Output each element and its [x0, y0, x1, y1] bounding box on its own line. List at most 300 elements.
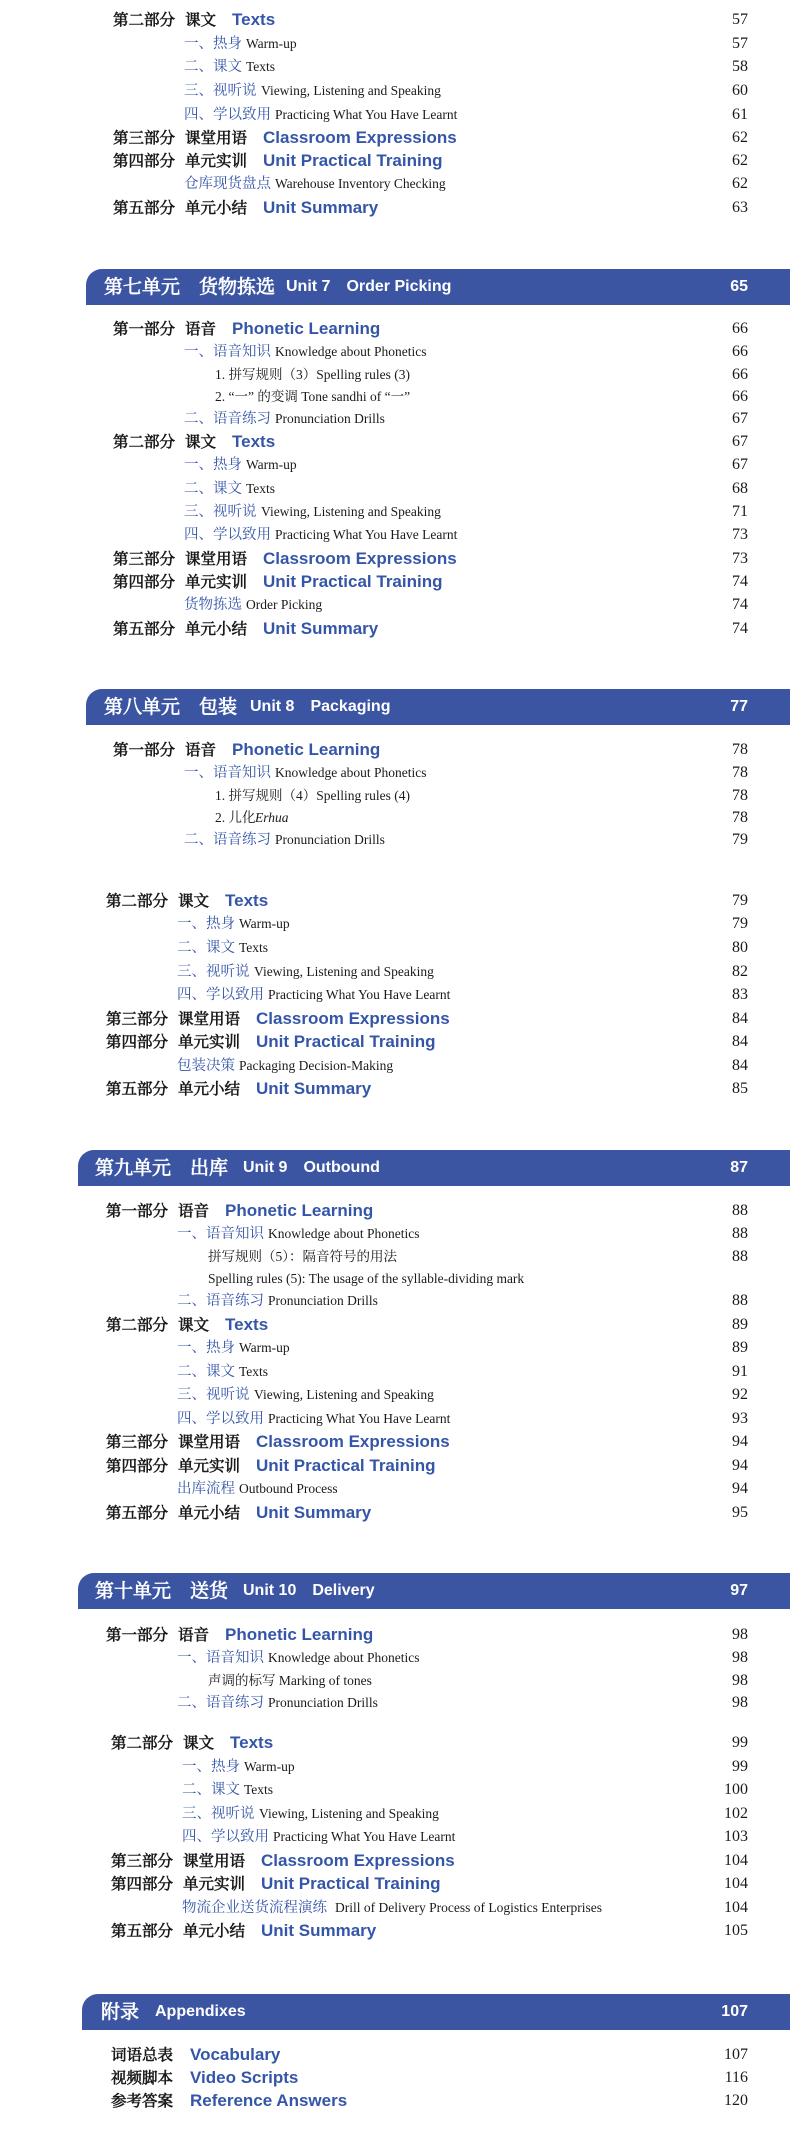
page-number: 71	[732, 503, 748, 520]
toc-task-row[interactable]	[0, 594, 790, 616]
part-title-cn: 单元小结	[185, 620, 248, 638]
section-title-en: Knowledge about Phonetics	[275, 765, 427, 780]
appendix-item-en: Vocabulary	[190, 2045, 281, 2064]
part-title-en: Classroom Expressions	[261, 1851, 455, 1870]
part-label: 第三部分	[111, 1852, 174, 1870]
unit-header-unit7[interactable]	[86, 269, 790, 305]
toc-part-row[interactable]	[0, 890, 790, 912]
toc-section-row[interactable]	[0, 104, 790, 126]
toc-section-row[interactable]	[0, 913, 790, 935]
toc-section-row[interactable]	[0, 1361, 790, 1383]
part-title-cn: 课文	[178, 1316, 210, 1334]
toc-part-row[interactable]	[0, 9, 790, 31]
part-title-cn: 语音	[185, 320, 217, 338]
toc-section-row[interactable]	[0, 961, 790, 983]
subsection-title: 2. “一” 的变调 Tone sandhi of “一”	[215, 389, 411, 404]
page-number: 66	[732, 320, 748, 337]
toc-subsection-row[interactable]	[0, 1268, 790, 1290]
section-title-en: Viewing, Listening and Speaking	[254, 964, 434, 979]
page-number: 89	[732, 1316, 748, 1333]
toc-section-row[interactable]	[0, 1408, 790, 1430]
toc-subsection-row[interactable]	[0, 807, 790, 829]
toc-section-row[interactable]	[0, 984, 790, 1006]
section-title-cn: 二、课文	[184, 59, 242, 75]
section-title-cn: 一、热身	[184, 36, 242, 52]
page-number: 57	[732, 35, 748, 52]
subsection-title: 1. 拼写规则（4）Spelling rules (4)	[215, 788, 410, 803]
section-title-cn: 三、视听说	[184, 83, 257, 99]
part-label: 第二部分	[113, 11, 176, 29]
toc-part-row[interactable]	[0, 431, 790, 453]
subsection-title: 声调的标写 Marking of tones	[208, 1673, 372, 1688]
section-title-en: Practicing What You Have Learnt	[275, 107, 458, 122]
section-title-cn: 一、热身	[184, 457, 242, 473]
section-title-cn: 一、语音知识	[184, 765, 271, 781]
part-label: 第三部分	[106, 1010, 169, 1028]
section-title-en: Warm-up	[239, 1340, 290, 1355]
section-title-en: Practicing What You Have Learnt	[268, 987, 451, 1002]
page-number: 62	[732, 129, 748, 146]
page-number: 120	[724, 2092, 748, 2109]
part-title-en: Texts	[225, 891, 269, 910]
part-title-en: Phonetic Learning	[232, 319, 381, 338]
section-title-en: Knowledge about Phonetics	[268, 1226, 420, 1241]
part-label: 第四部分	[113, 573, 176, 591]
toc-part-row[interactable]	[0, 1314, 790, 1336]
subsection-title: 2. 儿化	[215, 810, 256, 825]
part-title-cn: 课堂用语	[185, 129, 248, 147]
toc-part-row[interactable]	[0, 1431, 790, 1453]
part-title-cn: 课文	[183, 1734, 215, 1752]
section-title-cn: 二、课文	[182, 1782, 240, 1798]
part-title-en: Texts	[232, 10, 276, 29]
page-number: 98	[732, 1626, 748, 1643]
part-title-en: Texts	[232, 432, 276, 451]
toc-section-row[interactable]	[0, 341, 790, 363]
section-title-cn: 三、视听说	[177, 1387, 250, 1403]
toc-part-row[interactable]	[0, 1920, 790, 1942]
toc-task-row[interactable]	[0, 1897, 790, 1919]
part-title-en: Unit Summary	[256, 1079, 372, 1098]
toc-section-row[interactable]	[0, 524, 790, 546]
part-title-en: Texts	[225, 1315, 269, 1334]
page-number: 73	[732, 550, 748, 567]
appendix-item-cn: 视频脚本	[111, 2069, 174, 2087]
page-number: 85	[732, 1080, 748, 1097]
toc-section-row[interactable]	[0, 829, 790, 851]
page-number: 89	[732, 1339, 748, 1356]
page-number: 83	[732, 986, 748, 1003]
section-title-en: Knowledge about Phonetics	[275, 344, 427, 359]
toc-appendix-row[interactable]	[0, 2044, 790, 2066]
toc-subsection-row[interactable]	[0, 785, 790, 807]
appendix-header[interactable]	[82, 1994, 790, 2030]
part-label: 第四部分	[106, 1033, 169, 1051]
page-number: 84	[732, 1057, 748, 1074]
part-title-en: Unit Summary	[263, 198, 379, 217]
part-title-cn: 单元实训	[185, 573, 248, 591]
page-number: 94	[732, 1480, 748, 1497]
part-title-cn: 语音	[178, 1202, 210, 1220]
section-title-en: Practicing What You Have Learnt	[268, 1411, 451, 1426]
toc-part-row[interactable]	[0, 1031, 790, 1053]
page-number: 97	[730, 1582, 748, 1599]
section-title-en: Pronunciation Drills	[275, 411, 385, 426]
page-number: 84	[732, 1010, 748, 1027]
part-label: 第五部分	[106, 1080, 169, 1098]
appendix-item-cn: 参考答案	[111, 2092, 174, 2110]
page-number: 77	[730, 698, 748, 715]
page-number: 87	[730, 1159, 748, 1176]
section-title-cn: 一、热身	[182, 1759, 240, 1775]
part-label: 第三部分	[113, 550, 176, 568]
page-number: 98	[732, 1649, 748, 1666]
page-number: 65	[730, 278, 748, 295]
task-title-en: Warehouse Inventory Checking	[275, 176, 446, 191]
part-title-en: Classroom Expressions	[263, 549, 457, 568]
section-title-cn: 二、语音练习	[177, 1293, 264, 1309]
section-title-en: Texts	[239, 940, 269, 955]
part-label: 第三部分	[106, 1433, 169, 1451]
part-title-cn: 课文	[178, 892, 210, 910]
unit-header-unit9[interactable]	[78, 1150, 790, 1186]
page-number: 74	[732, 573, 748, 590]
toc-section-row[interactable]	[0, 762, 790, 784]
toc-part-row[interactable]	[0, 197, 790, 219]
part-title-cn: 语音	[185, 741, 217, 759]
page-number: 78	[732, 809, 748, 826]
page-number: 88	[732, 1202, 748, 1219]
part-label: 第四部分	[106, 1457, 169, 1475]
part-title-cn: 单元小结	[183, 1922, 246, 1940]
part-label: 第五部分	[111, 1922, 174, 1940]
part-title-cn: 单元实训	[183, 1875, 246, 1893]
section-title-cn: 一、热身	[177, 1340, 235, 1356]
section-title-cn: 二、语音练习	[184, 832, 271, 848]
part-title-cn: 课文	[185, 11, 217, 29]
section-title-cn: 二、课文	[177, 1364, 235, 1380]
page-number: 98	[732, 1694, 748, 1711]
part-title-en: Phonetic Learning	[225, 1625, 374, 1644]
task-title-en: Drill of Delivery Process of Logistics Enterprises	[335, 1900, 602, 1915]
part-label: 第四部分	[111, 1875, 174, 1893]
toc-part-row[interactable]	[0, 1850, 790, 1872]
toc-section-row[interactable]	[0, 1756, 790, 1778]
page-number: 67	[732, 456, 748, 473]
toc-part-row[interactable]	[0, 127, 790, 149]
toc-appendix-row[interactable]	[0, 2067, 790, 2089]
task-title-en: Packaging Decision-Making	[239, 1058, 394, 1073]
unit-title-cn: 第九单元 出库	[95, 1157, 229, 1179]
task-title-cn: 货物拣选	[184, 597, 242, 613]
page-number: 58	[732, 58, 748, 75]
toc-section-row[interactable]	[0, 1337, 790, 1359]
page-number: 84	[732, 1033, 748, 1050]
page-number: 116	[724, 2069, 748, 2086]
page-number: 67	[732, 410, 748, 427]
section-title-cn: 一、语音知识	[184, 344, 271, 360]
section-title-en: Practicing What You Have Learnt	[275, 527, 458, 542]
page-number: 94	[732, 1457, 748, 1474]
part-title-en: Unit Practical Training	[256, 1456, 436, 1475]
part-label: 第四部分	[113, 152, 176, 170]
page-number: 66	[732, 366, 748, 383]
toc-section-row[interactable]	[0, 33, 790, 55]
unit-header-unit10[interactable]	[78, 1573, 790, 1609]
toc-section-row[interactable]	[0, 1803, 790, 1825]
section-title-en: Warm-up	[246, 457, 297, 472]
section-title-cn: 一、热身	[177, 916, 235, 932]
part-label: 第一部分	[113, 741, 176, 759]
part-title-cn: 课堂用语	[178, 1010, 241, 1028]
part-label: 第五部分	[113, 199, 176, 217]
page-number: 107	[721, 2003, 748, 2020]
page-number: 79	[732, 892, 748, 909]
page-number: 104	[724, 1852, 748, 1869]
toc-part-row[interactable]	[0, 1732, 790, 1754]
section-title-en: Practicing What You Have Learnt	[273, 1829, 456, 1844]
toc-section-row[interactable]	[0, 408, 790, 430]
toc-section-row[interactable]	[0, 501, 790, 523]
part-title-cn: 单元小结	[178, 1504, 241, 1522]
page-number: 91	[732, 1363, 748, 1380]
toc-task-row[interactable]	[0, 1478, 790, 1500]
part-title-cn: 语音	[178, 1626, 210, 1644]
toc-section-row[interactable]	[0, 1223, 790, 1245]
section-title-en: Warm-up	[244, 1759, 295, 1774]
page-number: 103	[724, 1828, 748, 1845]
page-number: 78	[732, 787, 748, 804]
section-title-en: Texts	[244, 1782, 274, 1797]
section-title-cn: 四、学以致用	[182, 1829, 269, 1845]
toc-subsection-row[interactable]	[0, 386, 790, 408]
page-number: 104	[724, 1875, 748, 1892]
task-title-cn: 出库流程	[177, 1481, 235, 1497]
task-title-en: Outbound Process	[239, 1481, 338, 1496]
unit-title-cn: 第十单元 送货	[95, 1580, 229, 1602]
toc-part-row[interactable]	[0, 1078, 790, 1100]
task-title-en: Order Picking	[246, 597, 323, 612]
section-title-en: Texts	[246, 481, 276, 496]
unit-title-cn: 第七单元 货物拣选	[104, 276, 276, 298]
part-title-en: Unit Practical Training	[256, 1032, 436, 1051]
section-title-en: Pronunciation Drills	[268, 1695, 378, 1710]
part-title-en: Classroom Expressions	[256, 1009, 450, 1028]
section-title-en: Warm-up	[246, 36, 297, 51]
unit-title-en: Unit 9 Outbound	[243, 1159, 380, 1176]
appendix-item-en: Video Scripts	[190, 2068, 299, 2087]
section-title-en: Knowledge about Phonetics	[268, 1650, 420, 1665]
toc-section-row[interactable]	[0, 454, 790, 476]
part-title-en: Unit Practical Training	[263, 572, 443, 591]
part-title-cn: 单元实训	[185, 152, 248, 170]
toc-section-row[interactable]	[0, 80, 790, 102]
page-number: 78	[732, 741, 748, 758]
toc-section-row[interactable]	[0, 1647, 790, 1669]
toc-part-row[interactable]	[0, 1200, 790, 1222]
toc-part-row[interactable]	[0, 739, 790, 761]
section-title-cn: 三、视听说	[184, 504, 257, 520]
page-number: 99	[732, 1758, 748, 1775]
page-number: 66	[732, 388, 748, 405]
part-title-cn: 课堂用语	[178, 1433, 241, 1451]
page-number: 94	[732, 1433, 748, 1450]
page-number: 79	[732, 831, 748, 848]
toc-section-row[interactable]	[0, 1826, 790, 1848]
page-number: 74	[732, 596, 748, 613]
toc-part-row[interactable]	[0, 548, 790, 570]
section-title-en: Warm-up	[239, 916, 290, 931]
section-title-cn: 四、学以致用	[184, 527, 271, 543]
part-title-en: Unit Summary	[256, 1503, 372, 1522]
toc-section-row[interactable]	[0, 1290, 790, 1312]
unit-title-en: Unit 8 Packaging	[250, 698, 391, 715]
toc-section-row[interactable]	[0, 937, 790, 959]
toc-part-row[interactable]	[0, 1502, 790, 1524]
toc-part-row[interactable]	[0, 618, 790, 640]
toc-appendix-row[interactable]	[0, 2090, 790, 2112]
part-label: 第一部分	[106, 1202, 169, 1220]
section-title-cn: 四、学以致用	[184, 107, 271, 123]
section-title-cn: 四、学以致用	[177, 1411, 264, 1427]
part-title-en: Phonetic Learning	[225, 1201, 374, 1220]
unit-title-en: Unit 7 Order Picking	[286, 278, 452, 295]
section-title-cn: 二、语音练习	[184, 411, 271, 427]
section-title-cn: 一、语音知识	[177, 1226, 264, 1242]
toc-subsection-row[interactable]	[0, 1670, 790, 1692]
page-number: 66	[732, 343, 748, 360]
part-title-en: Texts	[230, 1733, 274, 1752]
section-title-en: Viewing, Listening and Speaking	[259, 1806, 439, 1821]
section-title-en: Pronunciation Drills	[268, 1293, 378, 1308]
page-number: 88	[732, 1225, 748, 1242]
part-title-en: Unit Summary	[261, 1921, 377, 1940]
page-number: 61	[732, 106, 748, 123]
page-number: 78	[732, 764, 748, 781]
part-label: 第一部分	[113, 320, 176, 338]
page-number: 63	[732, 199, 748, 216]
page-number: 74	[732, 620, 748, 637]
page-number: 88	[732, 1248, 748, 1265]
toc-section-row[interactable]	[0, 1779, 790, 1801]
task-title-cn: 物流企业送货流程演练	[182, 1900, 327, 1916]
part-title-en: Unit Summary	[263, 619, 379, 638]
appendix-title-cn: 附录	[101, 2001, 140, 2023]
part-label: 第五部分	[106, 1504, 169, 1522]
subsection-title: 拼写规则（5）：隔音符号的用法	[208, 1249, 397, 1264]
section-title-cn: 四、学以致用	[177, 987, 264, 1003]
page-number: 92	[732, 1386, 748, 1403]
subsection-title: 1. 拼写规则（3）Spelling rules (3)	[215, 367, 410, 382]
toc-part-row[interactable]	[0, 1455, 790, 1477]
toc-part-row[interactable]	[0, 150, 790, 172]
page-number: 100	[724, 1781, 748, 1798]
section-title-cn: 三、视听说	[177, 964, 250, 980]
toc-section-row[interactable]	[0, 1384, 790, 1406]
subsection-title-italic: Erhua	[255, 810, 289, 825]
page-number: 102	[724, 1805, 748, 1822]
part-title-en: Unit Practical Training	[263, 151, 443, 170]
section-title-cn: 一、语音知识	[177, 1650, 264, 1666]
section-title-en: Texts	[246, 59, 276, 74]
toc-section-row[interactable]	[0, 478, 790, 500]
toc-part-row[interactable]	[0, 1873, 790, 1895]
part-title-cn: 单元实训	[178, 1457, 241, 1475]
toc-part-row[interactable]	[0, 1624, 790, 1646]
page-number: 95	[732, 1504, 748, 1521]
page-number: 62	[732, 152, 748, 169]
toc-part-row[interactable]	[0, 1008, 790, 1030]
page-number: 88	[732, 1292, 748, 1309]
part-title-en: Classroom Expressions	[256, 1432, 450, 1451]
section-title-en: Viewing, Listening and Speaking	[261, 504, 441, 519]
part-title-cn: 课文	[185, 433, 217, 451]
page-number: 60	[732, 82, 748, 99]
part-label: 第二部分	[111, 1734, 174, 1752]
page-number: 107	[724, 2046, 748, 2063]
part-title-en: Classroom Expressions	[263, 128, 457, 147]
toc-section-row[interactable]	[0, 56, 790, 78]
part-label: 第三部分	[113, 129, 176, 147]
page-number: 93	[732, 1410, 748, 1427]
page-number: 62	[732, 175, 748, 192]
section-title-cn: 二、课文	[184, 481, 242, 497]
unit-header-unit8[interactable]	[86, 689, 790, 725]
section-title-en: Pronunciation Drills	[275, 832, 385, 847]
part-title-en: Phonetic Learning	[232, 740, 381, 759]
page-number: 105	[724, 1922, 748, 1939]
part-title-cn: 课堂用语	[185, 550, 248, 568]
page-number: 67	[732, 433, 748, 450]
toc-subsection-row[interactable]	[0, 1246, 790, 1268]
part-title-en: Unit Practical Training	[261, 1874, 441, 1893]
toc-subsection-row[interactable]	[0, 364, 790, 386]
part-title-cn: 单元小结	[178, 1080, 241, 1098]
part-label: 第二部分	[106, 892, 169, 910]
page-number: 79	[732, 915, 748, 932]
toc-task-row[interactable]	[0, 173, 790, 195]
section-title-en: Texts	[239, 1364, 269, 1379]
section-title-cn: 三、视听说	[182, 1806, 255, 1822]
part-label: 第五部分	[113, 620, 176, 638]
page-number: 98	[732, 1672, 748, 1689]
toc-task-row[interactable]	[0, 1055, 790, 1077]
unit-title-cn: 第八单元 包装	[104, 696, 238, 718]
page-number: 80	[732, 939, 748, 956]
part-label: 第一部分	[106, 1626, 169, 1644]
page-number: 73	[732, 526, 748, 543]
subsection-title: Spelling rules (5): The usage of the syllable-dividing mark	[208, 1271, 525, 1286]
section-title-cn: 二、课文	[177, 940, 235, 956]
page-number: 104	[724, 1899, 748, 1916]
part-title-cn: 单元实训	[178, 1033, 241, 1051]
toc-section-row[interactable]	[0, 1692, 790, 1714]
section-title-en: Viewing, Listening and Speaking	[261, 83, 441, 98]
unit-title-en: Unit 10 Delivery	[243, 1582, 375, 1599]
task-title-cn: 仓库现货盘点	[184, 176, 271, 192]
appendix-item-en: Reference Answers	[190, 2091, 348, 2110]
part-title-cn: 课堂用语	[183, 1852, 246, 1870]
page-number: 68	[732, 480, 748, 497]
toc-part-row[interactable]	[0, 318, 790, 340]
appendix-item-cn: 词语总表	[111, 2046, 174, 2064]
page-number: 82	[732, 963, 748, 980]
part-title-cn: 单元小结	[185, 199, 248, 217]
section-title-cn: 二、语音练习	[177, 1695, 264, 1711]
task-title-cn: 包装决策	[177, 1058, 235, 1074]
toc-part-row[interactable]	[0, 571, 790, 593]
section-title-en: Viewing, Listening and Speaking	[254, 1387, 434, 1402]
